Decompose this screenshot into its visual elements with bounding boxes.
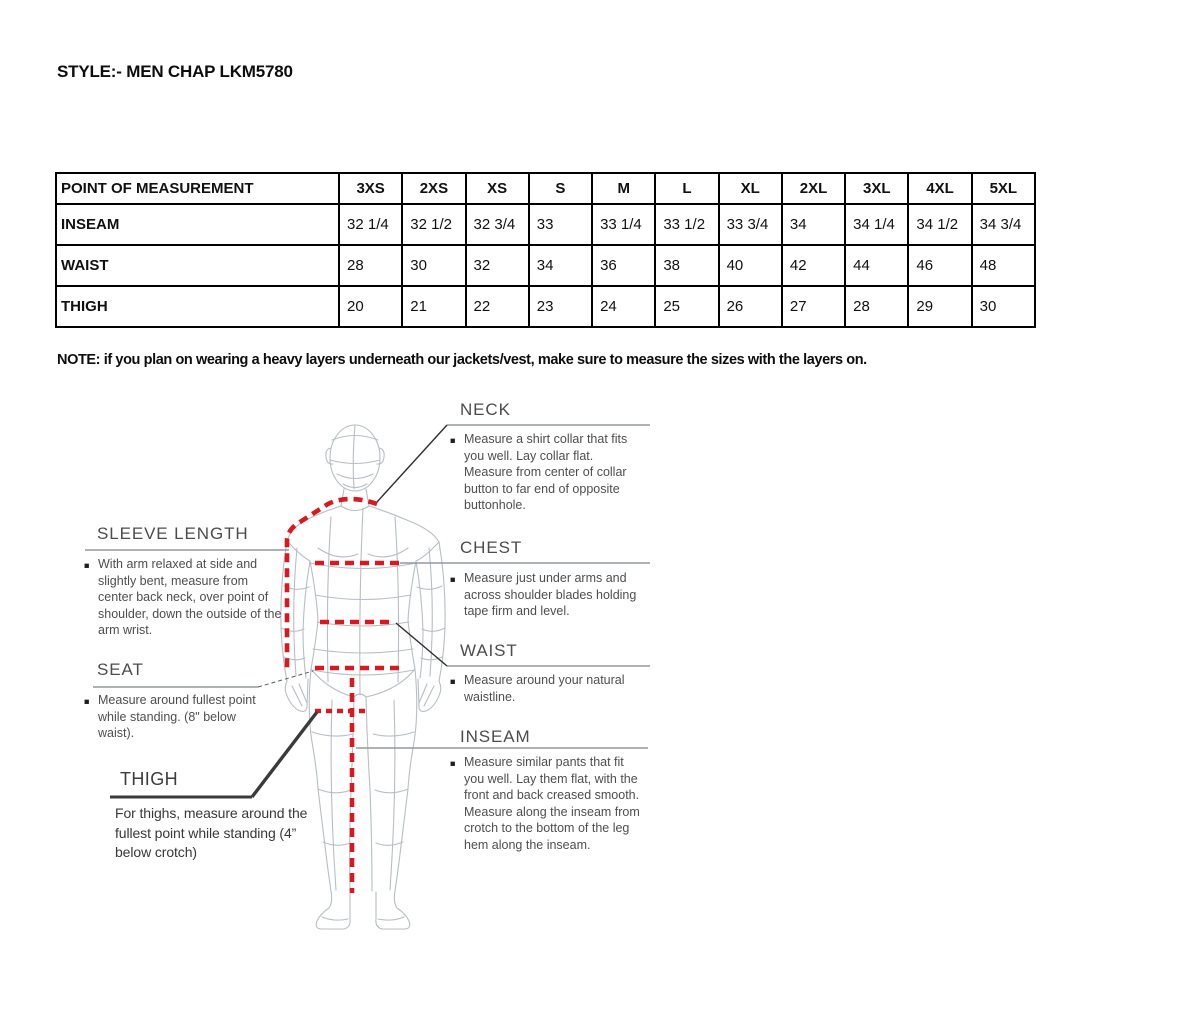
column-header: S xyxy=(529,173,592,204)
neck-callout-line xyxy=(377,425,447,502)
size-cell: 32 1/4 xyxy=(339,204,402,245)
bullet-icon: ■ xyxy=(84,696,90,707)
size-cell: 48 xyxy=(972,245,1035,286)
size-cell: 32 xyxy=(466,245,529,286)
size-cell: 32 1/2 xyxy=(402,204,465,245)
column-header: M xyxy=(592,173,655,204)
table-row xyxy=(56,286,1035,327)
size-cell: 34 1/2 xyxy=(908,204,971,245)
guide-heading-neck: NECK xyxy=(460,400,511,419)
bullet-icon: ■ xyxy=(450,574,456,585)
row-label: WAIST xyxy=(56,245,339,286)
size-cell: 42 xyxy=(782,245,845,286)
size-cell: 27 xyxy=(782,286,845,327)
guide-heading-chest: CHEST xyxy=(460,538,523,557)
guide-desc-neck: ■ Measure a shirt collar that fits you well. Lay collar flat. Measure from center of collar button to far end of opposite buttonhole. xyxy=(450,431,644,514)
size-cell: 32 3/4 xyxy=(466,204,529,245)
column-header: 3XL xyxy=(845,173,908,204)
guide-desc-sleeve-length: ■ With arm relaxed at side and slightly bent, measure from center back neck, over point of shoulder, down the outside of the arm wrist. xyxy=(84,556,284,639)
guide-heading-seat: SEAT xyxy=(97,660,144,679)
size-cell: 22 xyxy=(466,286,529,327)
guide-heading-sleeve-length: SLEEVE LENGTH xyxy=(97,524,249,543)
size-cell: 34 1/4 xyxy=(845,204,908,245)
guide-heading-thigh: THIGH xyxy=(120,769,178,789)
size-cell: 21 xyxy=(402,286,465,327)
size-cell: 36 xyxy=(592,245,655,286)
column-header: 2XL xyxy=(782,173,845,204)
column-header: 3XS xyxy=(339,173,402,204)
guide-desc-thigh: For thighs, measure around the fullest point while standing (4” below crotch) xyxy=(115,805,308,860)
guide-desc-inseam: ■ Measure similar pants that fit you well. Lay them flat, with the front and back creased smooth. Measure along the inseam from crotch to the bottom of the leg hem along the inseam. xyxy=(450,754,644,853)
column-header: XS xyxy=(466,173,529,204)
table-row xyxy=(56,245,1035,286)
size-cell: 30 xyxy=(972,286,1035,327)
size-cell: 46 xyxy=(908,245,971,286)
size-cell: 28 xyxy=(339,245,402,286)
bullet-icon: ■ xyxy=(450,676,456,687)
column-header: 4XL xyxy=(908,173,971,204)
size-cell: 34 3/4 xyxy=(972,204,1035,245)
bullet-icon: ■ xyxy=(84,560,90,571)
size-cell: 33 3/4 xyxy=(719,204,782,245)
bullet-icon: ■ xyxy=(450,758,456,769)
size-cell: 33 1/4 xyxy=(592,204,655,245)
row-label: INSEAM xyxy=(56,204,339,245)
column-header: L xyxy=(655,173,718,204)
table-header-row xyxy=(56,173,1035,204)
size-cell: 20 xyxy=(339,286,402,327)
size-cell: 33 1/2 xyxy=(655,204,718,245)
note-text: NOTE: if you plan on wearing a heavy layers underneath our jackets/vest, make sure to measure the sizes with the layers on. xyxy=(57,352,867,368)
size-cell: 23 xyxy=(529,286,592,327)
guide-heading-waist: WAIST xyxy=(460,641,518,660)
size-cell: 44 xyxy=(845,245,908,286)
size-cell: 26 xyxy=(719,286,782,327)
row-label: THIGH xyxy=(56,286,339,327)
column-header: XL xyxy=(719,173,782,204)
guide-desc-seat: ■ Measure around fullest point while standing. (8" below waist). xyxy=(84,692,274,742)
size-cell: 25 xyxy=(655,286,718,327)
size-cell: 38 xyxy=(655,245,718,286)
size-table xyxy=(55,172,1036,328)
guide-desc-waist: ■ Measure around your natural waistline. xyxy=(450,672,644,705)
size-cell: 34 xyxy=(529,245,592,286)
column-header: POINT OF MEASUREMENT xyxy=(56,173,339,204)
guide-desc-chest: ■ Measure just under arms and across shoulder blades holding tape firm and level. xyxy=(450,570,644,620)
size-cell: 34 xyxy=(782,204,845,245)
table-row xyxy=(56,204,1035,245)
size-cell: 40 xyxy=(719,245,782,286)
guide-heading-inseam: INSEAM xyxy=(460,727,531,746)
neck-sleeve-measure-line xyxy=(287,499,377,672)
size-cell: 33 xyxy=(529,204,592,245)
size-cell: 24 xyxy=(592,286,655,327)
page-title: STYLE:- MEN CHAP LKM5780 xyxy=(57,62,293,81)
column-header: 5XL xyxy=(972,173,1035,204)
size-cell: 28 xyxy=(845,286,908,327)
size-cell: 30 xyxy=(402,245,465,286)
column-header: 2XS xyxy=(402,173,465,204)
bullet-icon: ■ xyxy=(450,435,456,446)
size-cell: 29 xyxy=(908,286,971,327)
